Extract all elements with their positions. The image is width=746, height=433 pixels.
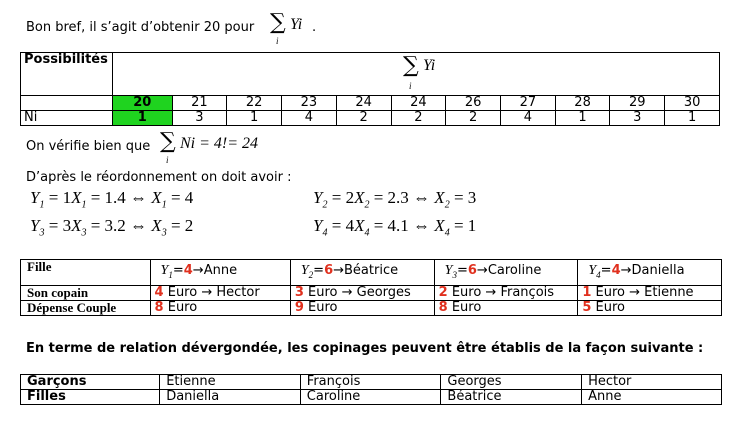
value-cell: 23 bbox=[282, 96, 337, 111]
possibilities-header: Possibilités bbox=[21, 53, 113, 96]
sigma-symbol: ∑ bbox=[403, 53, 419, 78]
copain-cell: 2 Euro → François bbox=[434, 286, 578, 301]
fille-cell: $Y_3=6\to Caroline$ bbox=[434, 260, 578, 286]
count-cell: 3 bbox=[172, 111, 227, 126]
depense-cell: 9 Euro bbox=[290, 301, 434, 316]
value-cell: 22 bbox=[227, 96, 282, 111]
intro-text bbox=[26, 20, 254, 35]
copain-cell: 1 Euro → Etienne bbox=[578, 286, 722, 301]
ni-label: Ni bbox=[21, 111, 113, 126]
couples-table bbox=[20, 259, 722, 316]
value-cell: 27 bbox=[500, 96, 555, 111]
value-cell: 20 bbox=[113, 96, 173, 111]
count-cell: 2 bbox=[446, 111, 501, 126]
fille-name-cell: Caroline bbox=[300, 390, 441, 405]
verify-text: On vérifie bien que bbox=[26, 139, 151, 154]
count-cell: 1 bbox=[227, 111, 282, 126]
value-cell: 26 bbox=[446, 96, 501, 111]
count-cell: 4 bbox=[500, 111, 555, 126]
fille-label: Fille bbox=[21, 260, 151, 286]
copain-cell: 4 Euro → Hector bbox=[150, 286, 290, 301]
value-cell: 24 bbox=[336, 96, 391, 111]
relation-text: En terme de relation dévergondée, les copinages peuvent être établis de la façon suivante : bbox=[26, 341, 704, 356]
depense-label: Dépense Couple bbox=[21, 301, 151, 316]
equation-3: $Y_3 = 3X_3 = 3.2$ ⇔ $X_3 = 2$ bbox=[30, 216, 194, 239]
garcon-cell: François bbox=[300, 375, 441, 390]
possibilities-sum-header: ∑ Yi i bbox=[113, 53, 720, 96]
value-cell: 21 bbox=[172, 96, 227, 111]
depense-cell: 8 Euro bbox=[150, 301, 290, 316]
garcons-label: Garçons bbox=[21, 375, 160, 390]
garcon-cell: Etienne bbox=[160, 375, 301, 390]
value-cell: 24 bbox=[391, 96, 446, 111]
filles-label: Filles bbox=[21, 390, 160, 405]
reorder-text: D’après le réordonnement on doit avoir : bbox=[26, 170, 292, 185]
sum-expression: Yi bbox=[290, 16, 303, 33]
count-cell: 1 bbox=[555, 111, 610, 126]
fille-name-cell: Anne bbox=[582, 390, 722, 405]
equation-4: $Y_4 = 4X_4 = 4.1$ ⇔ $X_4 = 1$ bbox=[313, 216, 477, 239]
fille-cell: $Y_1=4\to Anne$ bbox=[150, 260, 290, 286]
intro-sum bbox=[270, 10, 317, 46]
value-cell: 29 bbox=[610, 96, 665, 111]
sum-index: i bbox=[276, 36, 279, 46]
garcon-cell: Hector bbox=[582, 375, 722, 390]
count-cell: 1 bbox=[665, 111, 720, 126]
value-cell: 30 bbox=[665, 96, 720, 111]
fille-name-cell: Daniella bbox=[160, 390, 301, 405]
count-cell: 2 bbox=[336, 111, 391, 126]
count-cell: 2 bbox=[391, 111, 446, 126]
count-cell: 3 bbox=[610, 111, 665, 126]
sigma-symbol: ∑ bbox=[160, 129, 176, 154]
verify-expression: Ni = 4!= 24 bbox=[180, 135, 259, 152]
fille-cell: $Y_2=6\to Béatrice$ bbox=[290, 260, 434, 286]
copain-cell: 3 Euro → Georges bbox=[290, 286, 434, 301]
fille-cell: $Y_4=4\to Daniella$ bbox=[578, 260, 722, 286]
equation-2: $Y_2 = 2X_2 = 2.3$ ⇔ $X_2 = 3$ bbox=[313, 188, 477, 211]
value-cell: 28 bbox=[555, 96, 610, 111]
count-cell: 1 bbox=[113, 111, 173, 126]
intro-label: Bon bref, il s’agit d’obtenir 20 pour bbox=[26, 20, 255, 35]
fille-name-cell: Béatrice bbox=[441, 390, 582, 405]
equation-1: $Y_1 = 1X_1 = 1.4$ ⇔ $X_1 = 4$ bbox=[30, 188, 194, 211]
pairs-table bbox=[20, 374, 722, 405]
depense-cell: 5 Euro bbox=[578, 301, 722, 316]
depense-cell: 8 Euro bbox=[434, 301, 578, 316]
sigma-symbol: ∑ bbox=[270, 10, 286, 35]
count-cell: 4 bbox=[282, 111, 337, 126]
possibilities-table bbox=[20, 52, 720, 126]
intro-period: . bbox=[312, 20, 317, 35]
copain-label: Son copain bbox=[21, 286, 151, 301]
verify-sum: ∑ i Ni = 4!= 24 bbox=[160, 129, 259, 165]
garcon-cell: Georges bbox=[441, 375, 582, 390]
